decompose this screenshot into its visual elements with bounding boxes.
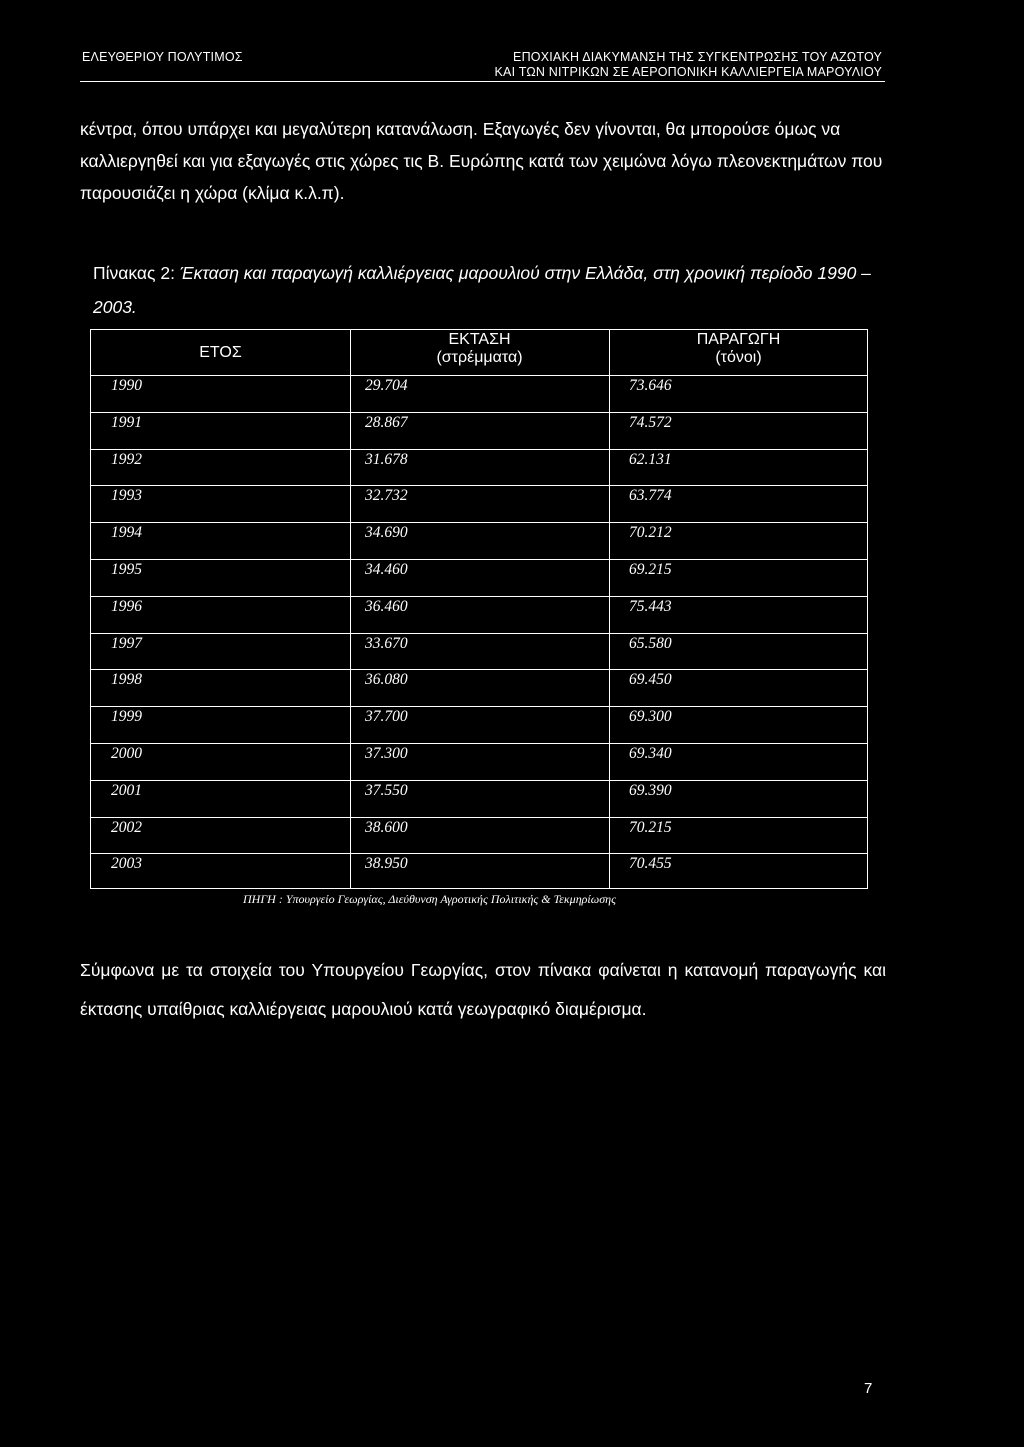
cell-area: 38.600 xyxy=(365,818,408,836)
cell-year: 1992 xyxy=(111,450,142,468)
cell-production: 70.455 xyxy=(629,855,672,873)
header-title xyxy=(495,50,882,80)
cell-year: 1997 xyxy=(111,634,142,652)
column-divider xyxy=(609,330,610,888)
row-divider xyxy=(91,706,867,707)
intro-paragraph: κέντρα, όπου υπάρχει και μεγαλύτερη κατανάλωση. Εξαγωγές δεν γίνονται, θα μπορούσε όμως να καλλιεργηθεί και για εξαγωγές στις χώρες τις Β. Ευρώπης κατά των χειμώνα λόγω πλεονεκτημάτων που παρουσιάζει η χώρα (κλίμα κ.λ.π). xyxy=(80,119,883,203)
row-divider xyxy=(91,853,867,854)
cell-year: 2001 xyxy=(111,781,142,799)
header-area-unit: (στρέμματα) xyxy=(436,349,523,366)
header-divider xyxy=(80,81,885,82)
cell-production: 70.212 xyxy=(629,524,672,542)
table-caption-label: Πίνακας 2: xyxy=(93,263,180,283)
header-production-label: ΠΑΡΑΓΩΓΗ xyxy=(696,331,781,348)
cell-production: 69.340 xyxy=(629,745,672,762)
cell-area: 29.704 xyxy=(365,377,408,394)
cell-area: 37.700 xyxy=(365,708,408,726)
cell-area: 38.950 xyxy=(365,855,408,873)
closing-paragraph: Σύμφωνα με τα στοιχεία του Υπουργείου Γεωργίας, στον πίνακα φαίνεται η κατανομή παραγωγής και έκτασης υπαίθριας καλλιέργειας μαρουλιού κατά γεωγραφικό διαμέρισμα. xyxy=(80,960,886,1019)
row-divider xyxy=(91,485,867,486)
page-number: 7 xyxy=(864,1380,873,1397)
cell-area: 37.300 xyxy=(365,745,408,762)
row-divider xyxy=(91,375,867,376)
header-production-unit: (τόνοι) xyxy=(715,349,762,366)
cell-area: 31.678 xyxy=(365,450,408,468)
cell-year: 2002 xyxy=(111,818,142,836)
cell-area: 36.080 xyxy=(365,671,408,689)
cell-production: 70.215 xyxy=(629,818,672,836)
cell-area: 34.460 xyxy=(365,561,408,578)
row-divider xyxy=(91,522,867,523)
cell-area: 33.670 xyxy=(365,634,408,652)
row-divider xyxy=(91,449,867,450)
cell-production: 69.215 xyxy=(629,561,672,578)
cell-production: 62.131 xyxy=(629,450,672,468)
cell-production: 63.774 xyxy=(629,487,672,505)
cell-production: 73.646 xyxy=(629,377,672,394)
column-divider xyxy=(350,330,351,888)
row-divider xyxy=(91,743,867,744)
cell-year: 1993 xyxy=(111,487,142,505)
cell-area: 32.732 xyxy=(365,487,408,505)
row-divider xyxy=(91,412,867,413)
cell-year: 1998 xyxy=(111,671,142,689)
cell-year: 1990 xyxy=(111,377,142,394)
cell-production: 65.580 xyxy=(629,634,672,652)
cell-year: 2000 xyxy=(111,745,142,762)
cell-area: 34.690 xyxy=(365,524,408,542)
row-divider xyxy=(91,559,867,560)
data-table xyxy=(90,329,868,889)
cell-year: 1995 xyxy=(111,561,142,578)
header-production xyxy=(609,331,868,367)
cell-year: 2003 xyxy=(111,855,142,873)
table-source: ΠΗΓΗ : Υπουργείο Γεωργίας, Διεύθυνση Αγροτικής Πολιτικής & Τεκμηρίωσης xyxy=(243,892,616,906)
cell-area: 28.867 xyxy=(365,413,408,431)
header-author: ΕΛΕΥΘΕΡΙΟΥ ΠΟΛΥΤΙΜΟΣ xyxy=(82,50,243,64)
cell-production: 75.443 xyxy=(629,597,672,615)
row-divider xyxy=(91,817,867,818)
cell-area: 36.460 xyxy=(365,597,408,615)
cell-production: 69.300 xyxy=(629,708,672,726)
row-divider xyxy=(91,596,867,597)
cell-year: 1991 xyxy=(111,413,142,431)
cell-production: 74.572 xyxy=(629,413,672,431)
cell-production: 69.390 xyxy=(629,781,672,799)
header-year: ΕΤΟΣ xyxy=(199,344,242,361)
cell-year: 1996 xyxy=(111,597,142,615)
header-title-line2: ΚΑΙ ΤΩΝ ΝΙΤΡΙΚΩΝ ΣΕ ΑΕΡΟΠΟΝΙΚΗ ΚΑΛΛΙΕΡΓΕΙΑ ΜΑΡΟΥΛΙΟΥ xyxy=(494,65,882,79)
header-title-line1: ΕΠΟΧΙΑΚΗ ΔΙΑΚΥΜΑΝΣΗ ΤΗΣ ΣΥΓΚΕΝΤΡΩΣΗΣ ΤΟΥ ΑΖΩΤΟΥ xyxy=(513,50,882,64)
row-divider xyxy=(91,780,867,781)
cell-year: 1999 xyxy=(111,708,142,726)
table-caption-text: Έκταση και παραγωγή καλλιέργειας μαρουλιού στην Ελλάδα, στη χρονική περίοδο 1990 – 2003. xyxy=(93,263,871,317)
header-area xyxy=(350,331,609,367)
cell-year: 1994 xyxy=(111,524,142,542)
table-caption xyxy=(93,256,883,324)
cell-production: 69.450 xyxy=(629,671,672,689)
cell-area: 37.550 xyxy=(365,781,408,799)
row-divider xyxy=(91,633,867,634)
header-area-label: ΕΚΤΑΣΗ xyxy=(448,331,511,348)
row-divider xyxy=(91,669,867,670)
